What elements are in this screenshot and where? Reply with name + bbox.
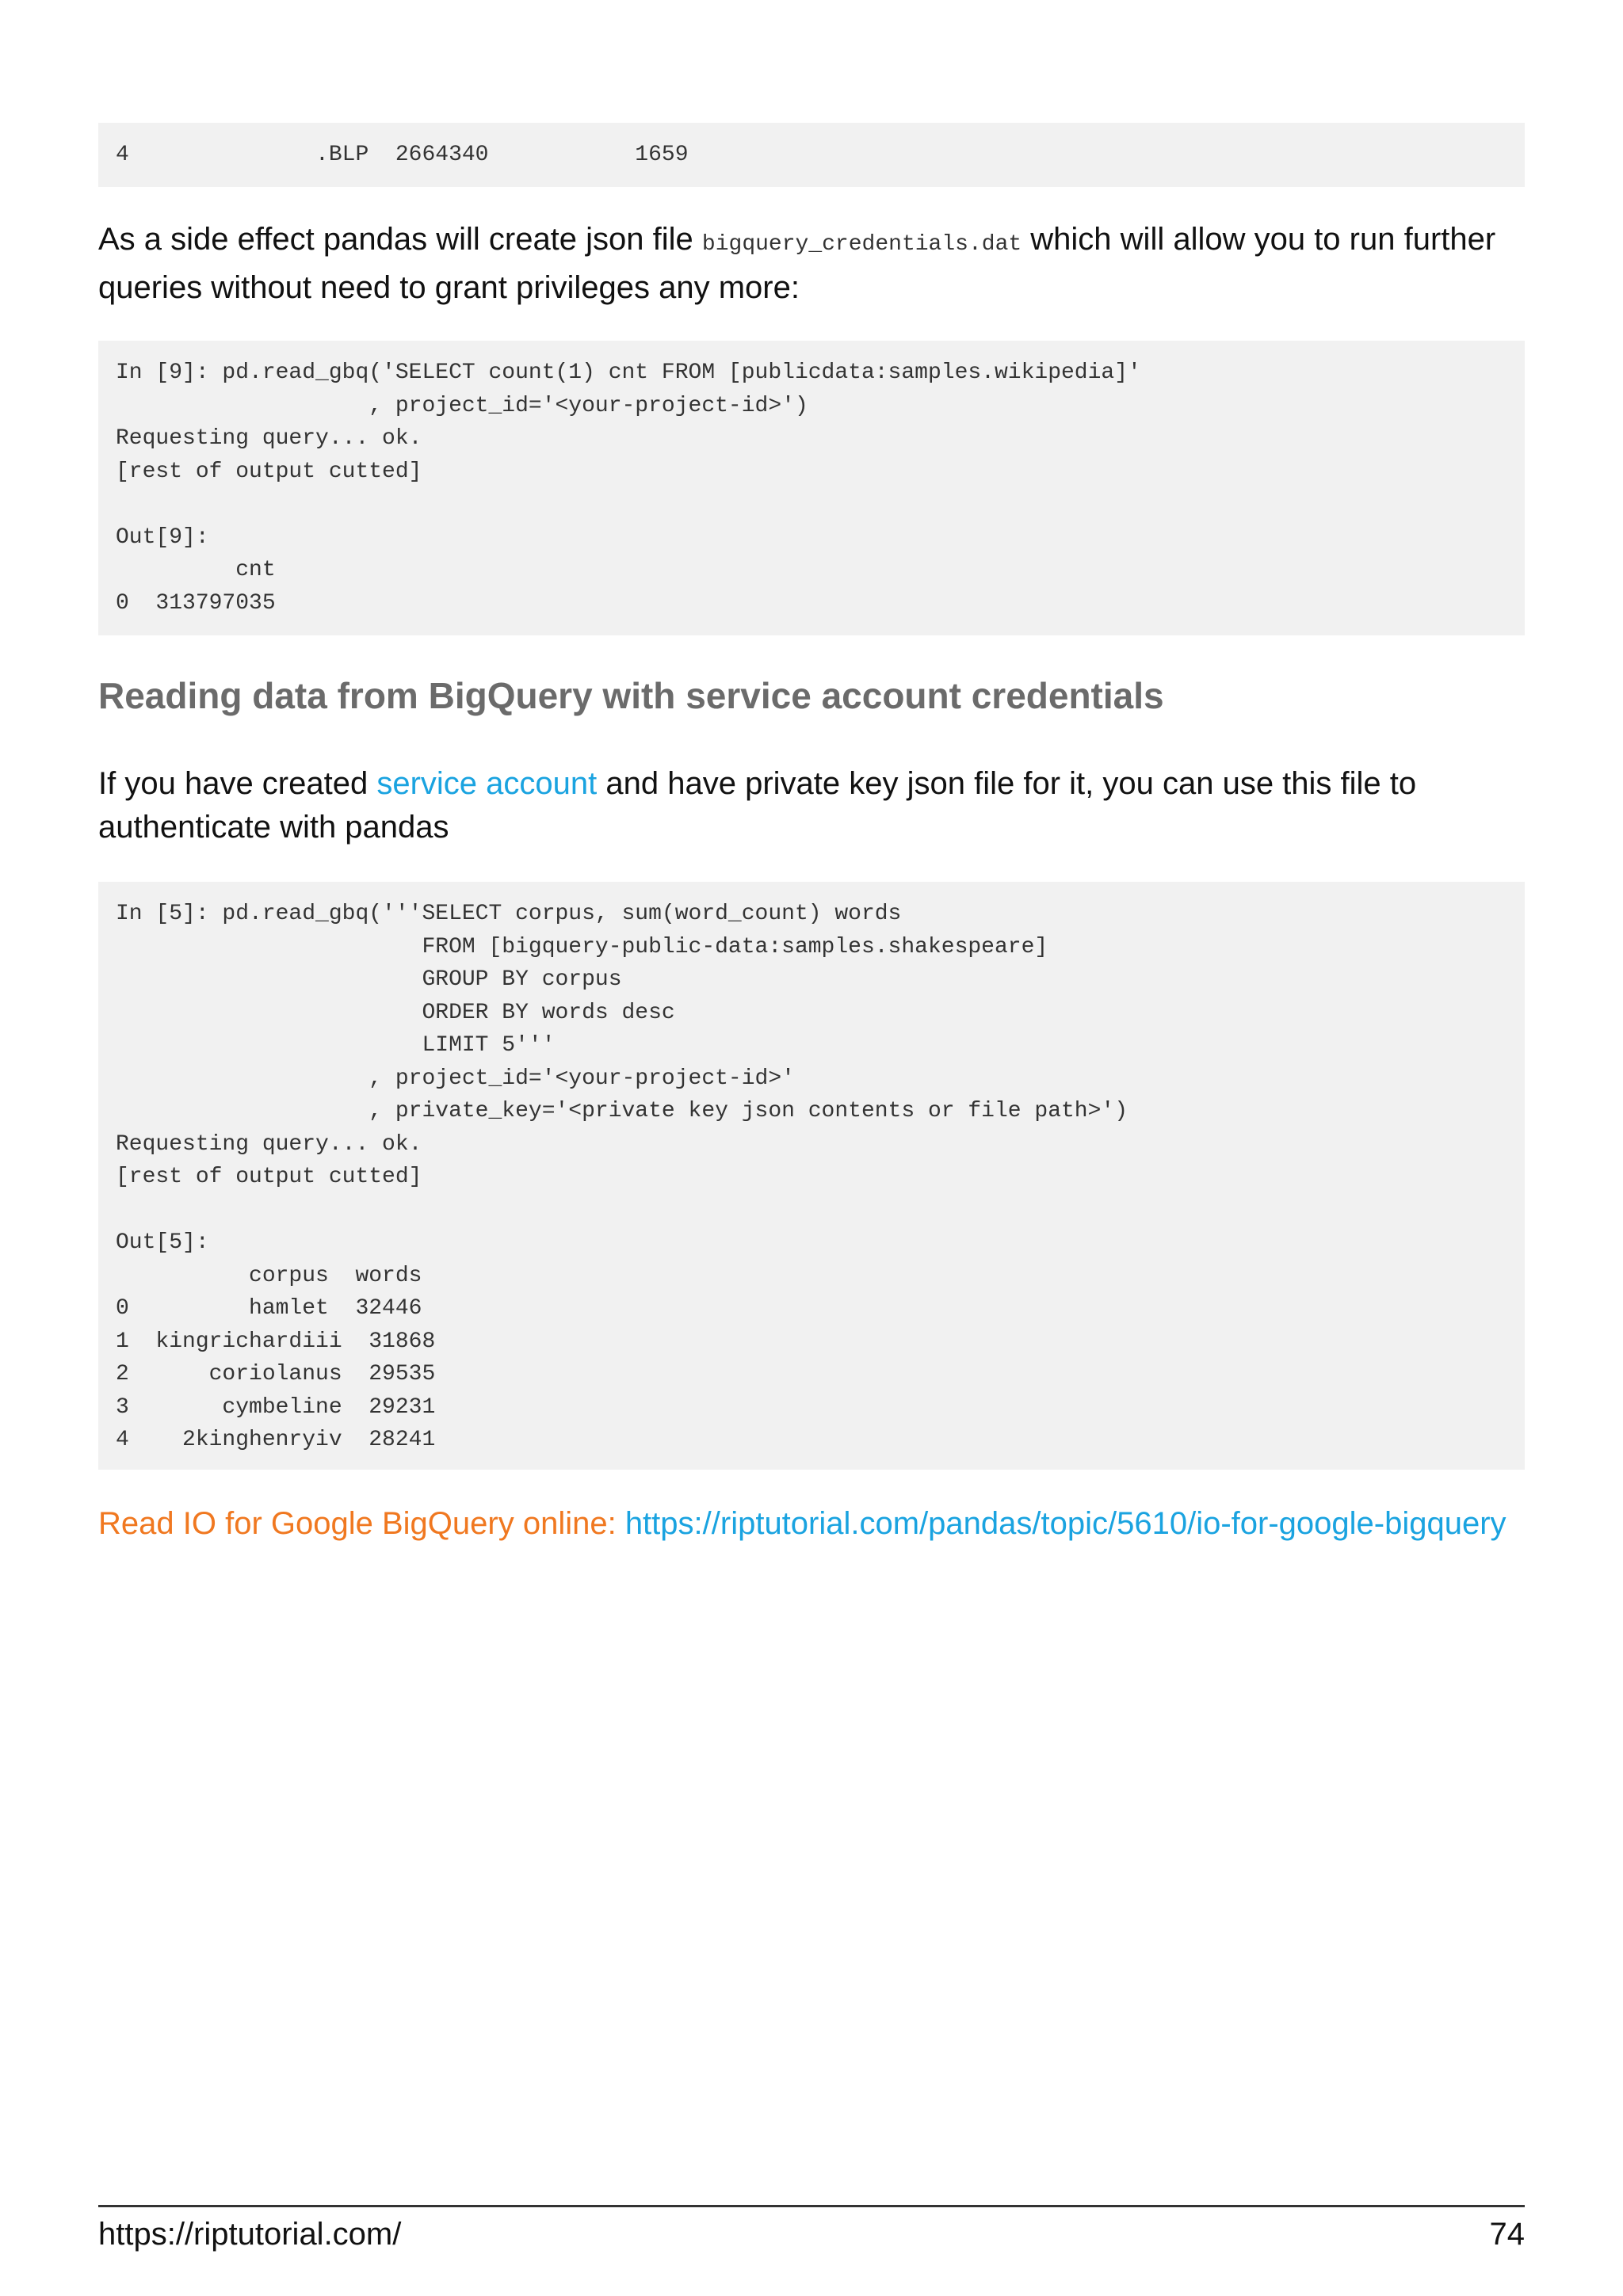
- paragraph-text: If you have created: [98, 766, 377, 801]
- read-online-line: [98, 1502, 1525, 1546]
- inline-code-filename: bigquery_credentials.dat: [701, 232, 1022, 257]
- code-block-output-tail: 4 .BLP 2664340 1659: [98, 123, 1525, 187]
- paragraph-credentials-side-effect: [98, 218, 1525, 310]
- code-block-shakespeare-query: In [5]: pd.read_gbq('''SELECT corpus, sum(word_count) words FROM [bigquery-public-data:samples.shakespeare] GROUP BY corpus ORDER BY words desc LIMIT 5''' , project_id='<your-project-id>' , private_key='<private key json contents or file path>') Requesting query... ok. [rest of output cutted] Out[5]: corpus words 0 hamlet 32446 1 kingrichardiii 31868 2 coriolanus 29535 3 cymbeline 29231 4 2kinghenryiv 28241: [98, 882, 1525, 1470]
- paragraph-service-account: [98, 762, 1525, 849]
- paragraph-text: which will allow you to run further queries without need to grant privileges any more:: [98, 222, 1496, 305]
- paragraph-text: As a side effect pandas will create json file: [98, 222, 702, 257]
- section-heading: Reading data from BigQuery with service account credentials: [98, 675, 1164, 716]
- document-page: [98, 0, 1525, 2296]
- code-block-wikipedia-query: In [9]: pd.read_gbq('SELECT count(1) cnt FROM [publicdata:samples.wikipedia]' , project_id='<your-project-id>') Requesting query... ok. [rest of output cutted] Out[9]: cnt 0 313797035: [98, 341, 1525, 635]
- paragraph-text: and have private key json file for it, you can use this file to authenticate with pandas: [98, 766, 1417, 845]
- page-number: 74: [1489, 2217, 1525, 2252]
- footer-url: https://riptutorial.com/: [98, 2217, 402, 2252]
- footer-divider: [98, 2205, 1525, 2207]
- read-online-label: Read IO for Google BigQuery online:: [98, 1506, 625, 1541]
- service-account-link[interactable]: service account: [376, 766, 598, 801]
- read-online-link[interactable]: https://riptutorial.com/pandas/topic/5610/io-for-google-bigquery: [624, 1506, 1507, 1541]
